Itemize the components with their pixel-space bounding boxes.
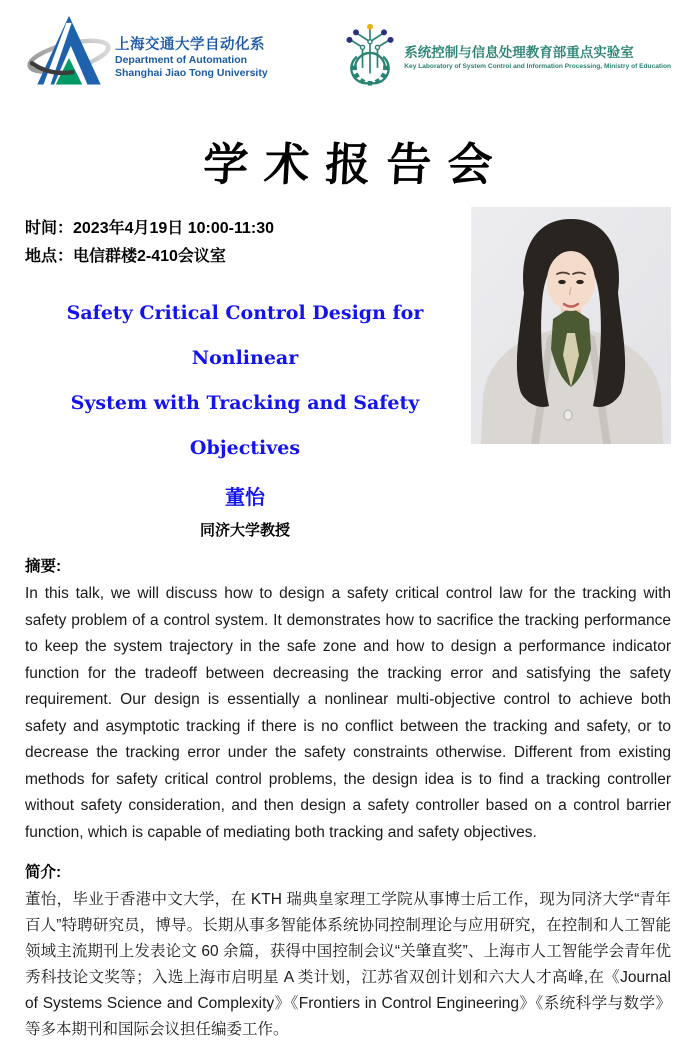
gear-circuit-logo-icon — [342, 14, 398, 90]
key-lab-logo — [342, 14, 671, 90]
talk-details — [25, 215, 465, 540]
sjtu-triangle-logo-icon — [25, 12, 113, 90]
abstract-heading: 摘要: — [25, 558, 62, 575]
sjtu-logo-text — [115, 33, 268, 79]
speaker-photo — [471, 207, 671, 444]
talk-title — [25, 291, 465, 471]
key-lab-cn-name: 系统控制与信息处理教育部重点实验室 — [404, 44, 634, 60]
abstract-body: In this talk, we will discuss how to design a safety critical control law for the tracking with safety problem of a control system. It demonstrates how to sacrifice the tracking performance to keep the system trajectory in the safe zone and how to design a performance indicator function for the tradeoff between decreasing the tracking error and satisfying the safety requirement. Our design is essentially a nonlinear multi-objective control to achieve both safety and asymptotic tracking if there is no conflict between the tracking and safety, or to decrease the tracking error under the safety constraints otherwise. Different from existing methods for safety critical control problems, the design idea is to find a tracking controller without safety consideration, and then design a safety controller based on a control barrier function, which is capable of mediating both tracking and safety objectives. — [25, 585, 671, 841]
talk-title-line1: Safety Critical Control Design for Nonlinear — [66, 302, 424, 369]
talk-title-line2: System with Tracking and Safety Objectives — [70, 392, 420, 459]
bio-heading: 简介: — [25, 864, 62, 881]
speaker-affiliation: 同济大学教授 — [199, 522, 290, 539]
bio-body: 董怡，毕业于香港中文大学，在 KTH 瑞典皇家理工学院从事博士后工作，现为同济大学“青年百人”特聘研究员，博导。长期从事多智能体系统协同控制理论与应用研究，在控制和人工智能领域主流期刊上发表论文 60 余篇，获得中国控制会议“关肇直奖”、上海市人工智能学会青年优秀科技论文奖等；入选上海市启明星 A 类计划，江苏省双创计划和六大人才高峰,在《Journal of Systems Science and Complexity》《Frontiers in Control Engineering》《系统科学与数学》等多本期刊和国际会议担任编委工作。 — [25, 891, 671, 1038]
seminar-time: 时间：2023年4月19日 10:00-11:30 — [25, 220, 275, 237]
sjtu-en-name-line2: Shanghai Jiao Tong University — [115, 66, 268, 79]
header — [25, 0, 671, 96]
key-lab-logo-text — [404, 41, 671, 70]
sjtu-en-name-line1: Department of Automation — [115, 54, 248, 66]
page-title: 学术报告会 — [201, 138, 510, 191]
speaker-name: 董怡 — [225, 487, 265, 509]
sjtu-cn-name: 上海交通大学自动化系 — [115, 37, 265, 53]
content-row — [25, 215, 671, 540]
speaker-portrait-image — [471, 207, 671, 444]
seminar-location: 地点：电信群楼2-410会议室 — [25, 248, 226, 265]
sjtu-automation-logo — [25, 12, 268, 90]
key-lab-en-name: Key Laboratory of System Control and Information Processing, Ministry of Education — [404, 62, 671, 70]
